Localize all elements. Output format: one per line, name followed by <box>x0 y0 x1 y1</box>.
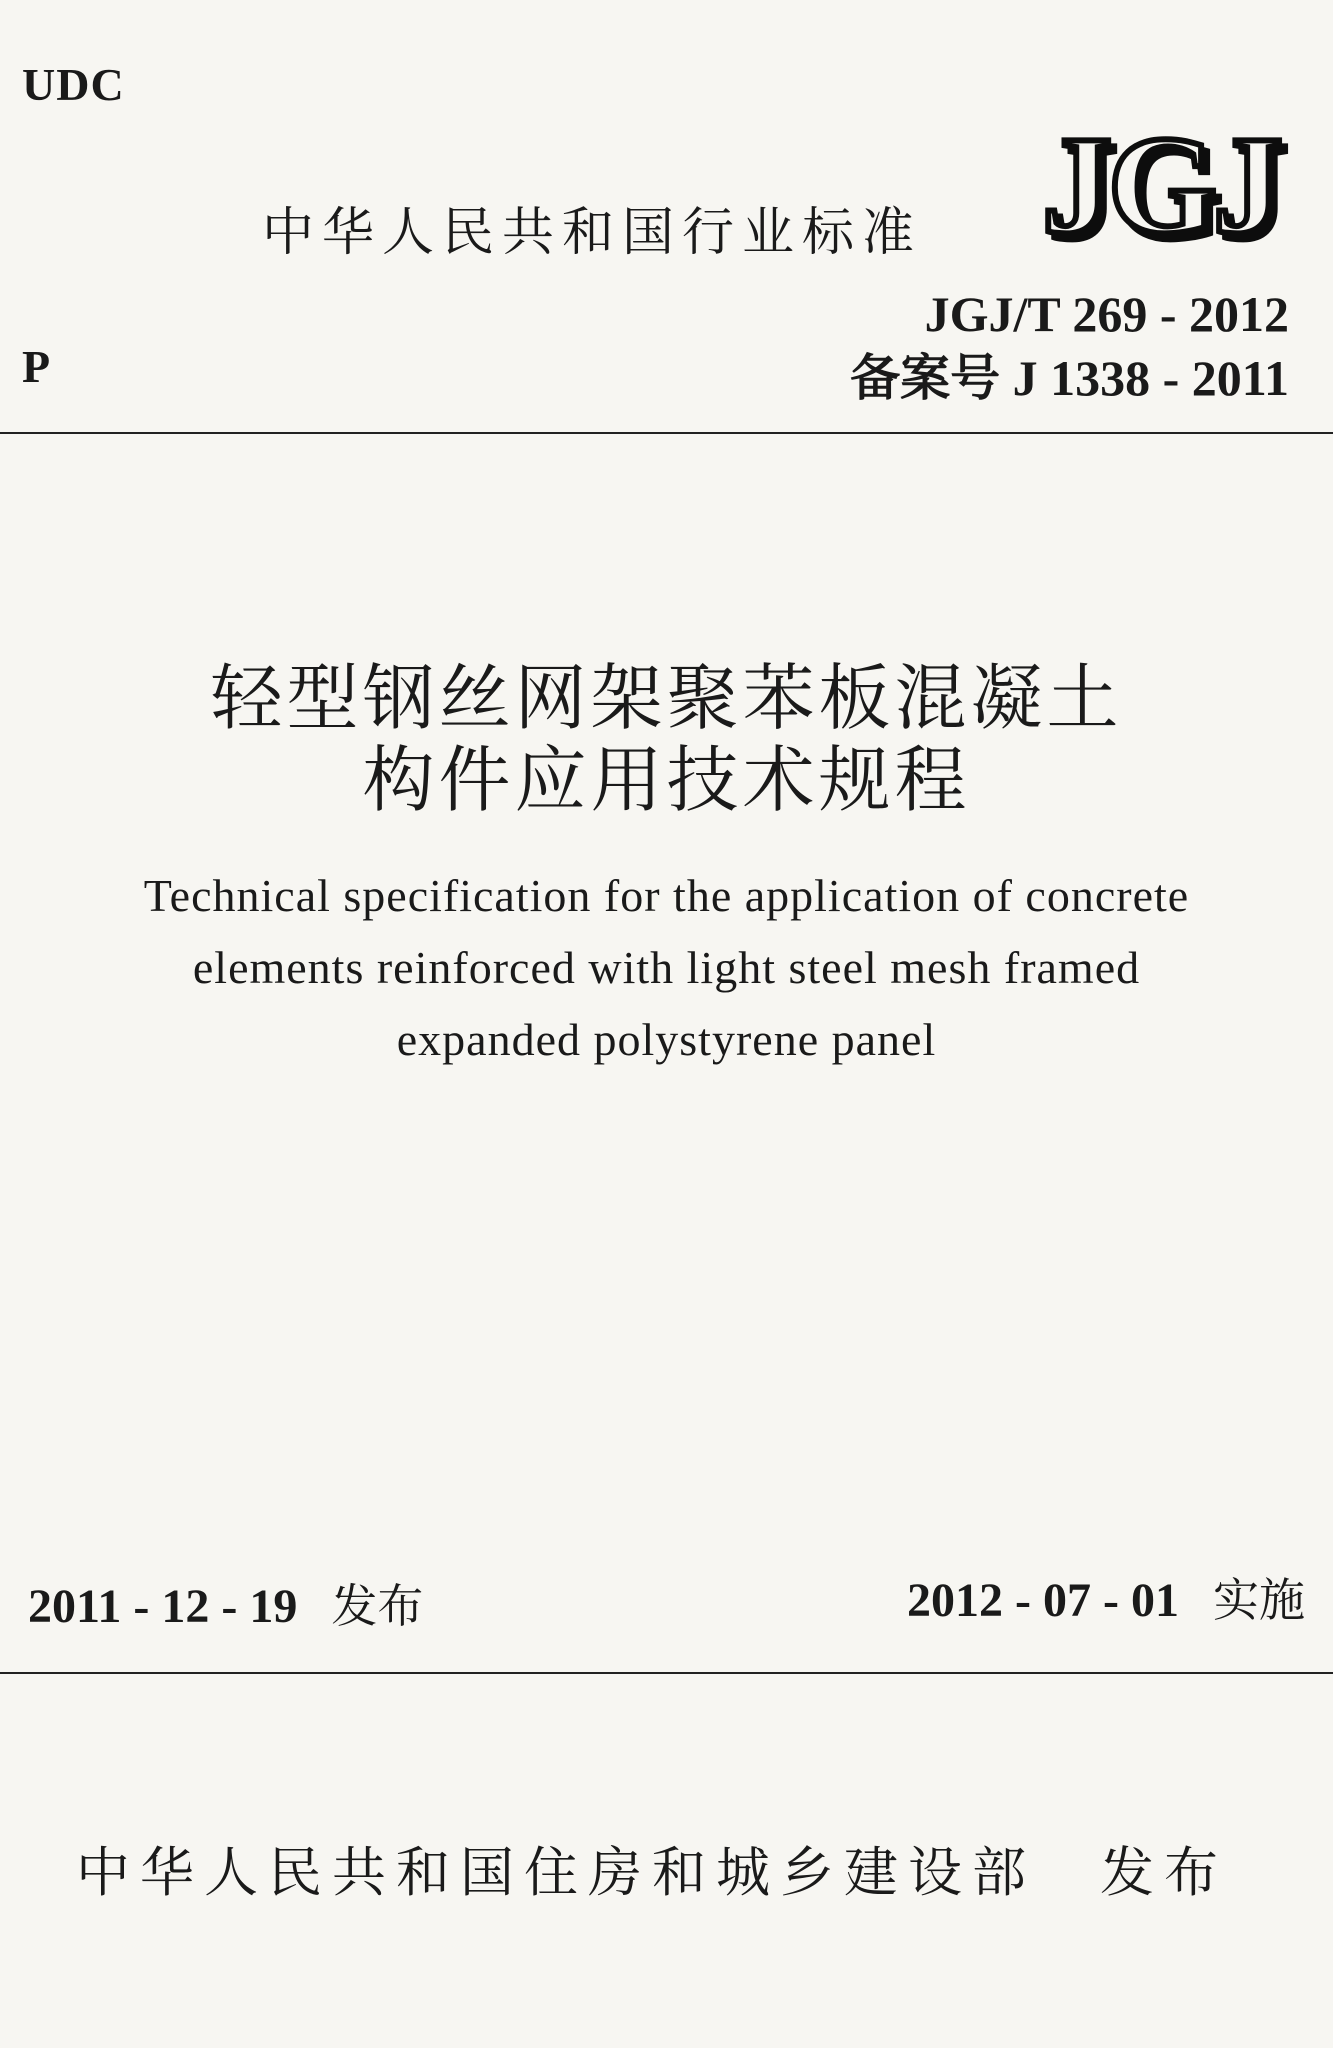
publisher <box>76 1830 1228 1907</box>
standard-number-block <box>850 282 1289 410</box>
title-en-line-3: expanded polystyrene panel <box>396 1014 937 1065</box>
title-cn-line-2: 构件应用技术规程 <box>362 738 971 822</box>
title-en <box>60 860 1273 1076</box>
implementation-label: 实施 <box>1213 1573 1305 1627</box>
title-en-line-2: elements reinforced with light steel mesh framed <box>192 942 1141 993</box>
implementation-date-block <box>907 1564 1305 1630</box>
udc-label: UDC <box>22 59 125 110</box>
jgj-logo-text: JGJ <box>1042 120 1279 250</box>
publisher-label: 发布 <box>1100 1841 1228 1904</box>
issue-date-block <box>28 1570 423 1636</box>
publisher-name: 中华人民共和国住房和城乡建设部 <box>76 1841 1036 1904</box>
implementation-date: 2012 - 07 - 01 <box>907 1574 1179 1627</box>
record-number: 备案号 J 1338 - 2011 <box>850 350 1289 406</box>
title-en-line-1: Technical specification for the application of concrete <box>143 870 1190 921</box>
top-divider <box>0 432 1333 434</box>
issue-label: 发布 <box>331 1579 424 1633</box>
issue-date: 2011 - 12 - 19 <box>28 1580 298 1633</box>
bottom-divider <box>0 1672 1333 1674</box>
classification-letter: P <box>22 341 51 392</box>
title-cn-line-1: 轻型钢丝网架聚苯板混凝土 <box>210 656 1123 740</box>
standard-number: JGJ/T 269 - 2012 <box>924 286 1289 342</box>
standard-category-header: 中华人民共和国行业标准 <box>262 203 923 263</box>
jgj-logo <box>1038 120 1293 250</box>
